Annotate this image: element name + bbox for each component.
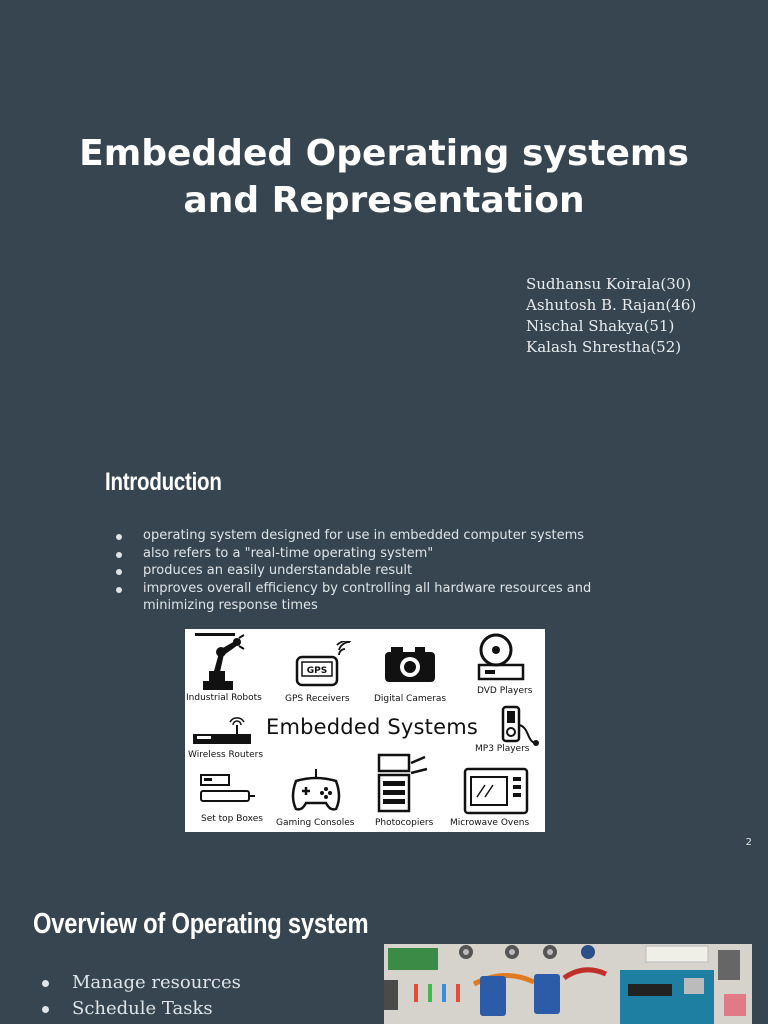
figure-label: Industrial Robots — [186, 693, 262, 703]
page-number: 2 — [745, 837, 752, 848]
bullet-dot-icon — [42, 980, 49, 987]
microwave-icon — [463, 767, 529, 815]
camera-icon — [383, 644, 437, 684]
robot-arm-icon — [189, 633, 245, 691]
bullet-item — [116, 527, 646, 545]
author-item: Ashutosh B. Rajan(46) — [526, 296, 697, 314]
figure-label: Set top Boxes — [201, 814, 263, 824]
figure-label: Gaming Consoles — [276, 818, 355, 828]
bullet-item — [116, 580, 646, 615]
bullet-list — [42, 970, 241, 1022]
slide-title — [0, 130, 768, 224]
title-slide — [0, 0, 768, 432]
gps-icon — [295, 641, 353, 687]
author-item: Sudhansu Koirala(30) — [526, 275, 692, 293]
author-item: Nischal Shakya(51) — [526, 317, 675, 335]
gamepad-icon — [290, 767, 342, 813]
figure-center-title: Embedded Systems — [266, 715, 479, 739]
slide-title-line-1: Embedded Operating systems — [79, 133, 689, 174]
bullet-list — [116, 527, 646, 615]
bullet-dot-icon — [116, 569, 122, 575]
bullet-item — [42, 970, 241, 996]
bullet-item — [116, 545, 646, 563]
bullet-dot-icon — [116, 552, 122, 558]
dvd-player-icon — [477, 633, 525, 683]
mp3-player-icon — [499, 705, 541, 747]
figure-label: Photocopiers — [375, 818, 434, 828]
set-top-box-icon — [199, 773, 255, 807]
section-heading: Introduction — [105, 468, 222, 496]
bullet-text: Manage resources — [72, 972, 241, 993]
bullet-text: operating system designed for use in embedded computer systems — [143, 528, 585, 543]
electronics-photo — [384, 944, 752, 1024]
bullet-item — [42, 996, 241, 1022]
bullet-dot-icon — [42, 1006, 49, 1013]
bullet-text: produces an easily understandable result — [143, 563, 413, 578]
figure-label: MP3 Players — [475, 744, 530, 754]
figure-label: Digital Cameras — [374, 694, 447, 704]
photocopier-icon — [375, 753, 431, 815]
bullet-text: also refers to a "real-time operating system" — [143, 545, 434, 561]
bullet-dot-icon — [116, 534, 122, 540]
electronics-components-image — [384, 944, 752, 1024]
author-list — [526, 274, 756, 358]
router-icon — [193, 717, 253, 747]
slide-title-line-2: and Representation — [183, 180, 585, 221]
embedded-systems-figure — [185, 629, 545, 832]
figure-label: Wireless Routers — [188, 750, 264, 760]
introduction-slide — [0, 432, 768, 864]
overview-slide — [0, 864, 768, 1024]
author-item: Kalash Shrestha(52) — [526, 338, 682, 356]
bullet-text: improves overall efficiency by controlling all hardware resources and minimizing response times — [143, 580, 592, 613]
figure-label: Microwave Ovens — [450, 818, 530, 828]
bullet-item — [116, 562, 646, 580]
figure-label: DVD Players — [477, 686, 533, 696]
bullet-dot-icon — [116, 587, 122, 593]
bullet-text: Schedule Tasks — [72, 998, 213, 1019]
section-heading: Overview of Operating system — [33, 908, 369, 940]
figure-label: GPS Receivers — [285, 694, 350, 704]
gps-screen-text: GPS — [306, 666, 328, 676]
